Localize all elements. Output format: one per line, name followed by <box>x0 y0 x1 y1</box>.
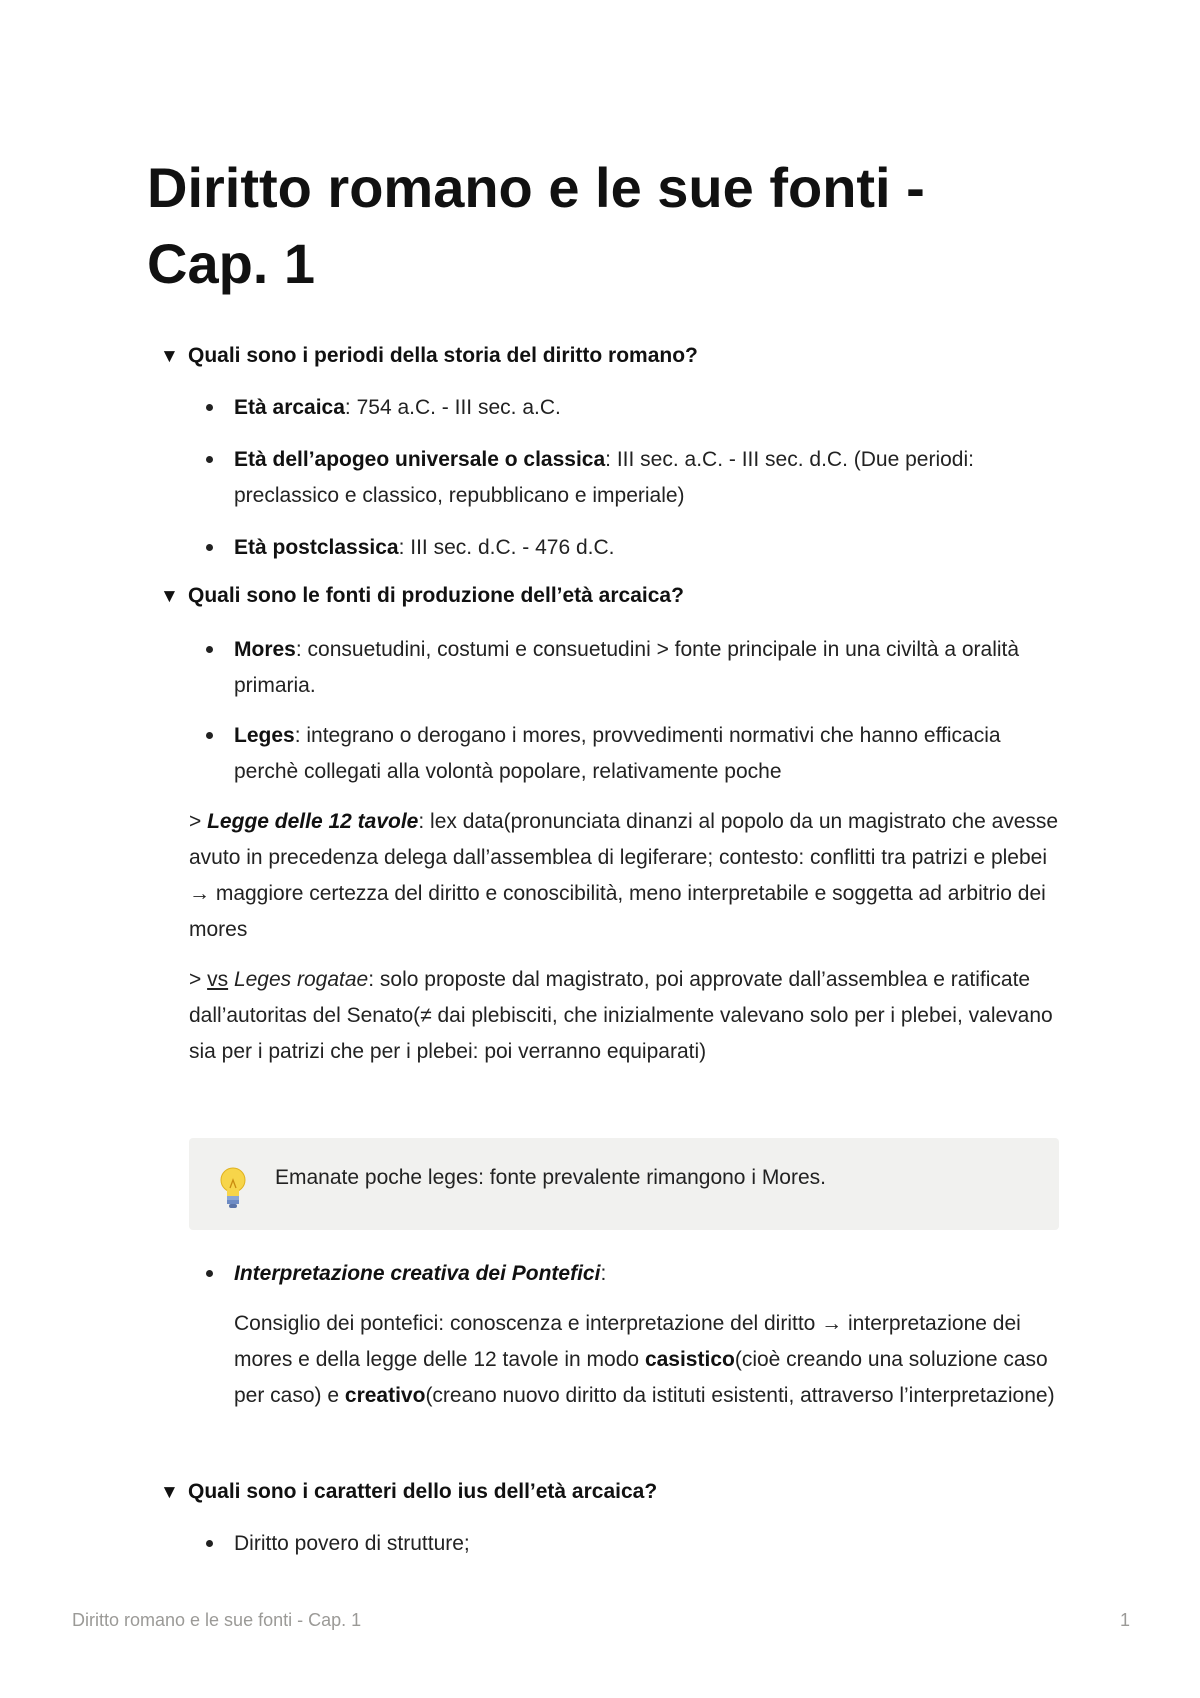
bullet-icon <box>206 646 213 653</box>
bullet-icon <box>206 1540 213 1547</box>
term: Legge delle 12 tavole <box>207 810 419 833</box>
triangle-down-icon[interactable]: ▼ <box>160 586 179 607</box>
paragraph-consiglio-pontefici <box>234 1306 1074 1414</box>
term: Interpretazione creativa dei Pontefici <box>234 1262 601 1285</box>
page-title-line2: Cap. 1 <box>147 232 316 295</box>
term: Età dell’apogeo universale o classica <box>234 448 606 471</box>
vs-label: vs <box>207 968 229 991</box>
list-item <box>206 632 1066 704</box>
term: Mores <box>234 638 296 661</box>
term: Leges <box>234 724 295 747</box>
callout <box>189 1138 1059 1230</box>
description: Diritto povero di strutture; <box>234 1532 470 1555</box>
bullet-icon <box>206 456 213 463</box>
footer-title: Diritto romano e le sue fonti - Cap. 1 <box>72 1610 362 1630</box>
paragraph-legge-12-tavole <box>189 804 1069 948</box>
triangle-down-icon[interactable]: ▼ <box>160 346 179 367</box>
bullet-icon <box>206 404 213 411</box>
description: : integrano o derogano i mores, provvedimenti normativi che hanno efficacia perchè collegati alla volontà popolare, relativamente poche <box>234 724 1001 783</box>
toggle-fonti[interactable] <box>160 580 684 613</box>
bullet-icon <box>206 1270 213 1277</box>
list-item <box>206 1526 1066 1562</box>
prefix: > <box>189 968 208 991</box>
paragraph-leges-rogatae <box>189 962 1069 1070</box>
term: Leges rogatae <box>233 968 369 991</box>
toggle-label: Quali sono le fonti di produzione dell’età arcaica? <box>188 584 684 607</box>
term: Età arcaica <box>234 396 345 419</box>
list-item <box>206 718 1066 790</box>
callout-text: Emanate poche leges: fonte prevalente rimangono i Mores. <box>275 1166 826 1189</box>
toggle-label: Quali sono i periodi della storia del diritto romano? <box>188 344 698 367</box>
prefix: > <box>189 810 208 833</box>
description: : lex data(pronunciata dinanzi al popolo da un magistrato che avesse avuto in precedenza delega dall’assemblea di legiferare; contesto: conflitti tra patrizi e plebei → maggiore certezza del diritto e conoscibilità, meno interpretabile e soggetta ad arbitrio dei mores <box>189 810 1059 941</box>
list-item <box>206 530 1066 566</box>
description: : 754 a.C. - III sec. a.C. <box>344 396 561 419</box>
toggle-periodi[interactable] <box>160 340 698 373</box>
triangle-down-icon[interactable]: ▼ <box>160 1482 179 1503</box>
page-title-line1: Diritto romano e le sue fonti - <box>147 156 925 219</box>
toggle-label: Quali sono i caratteri dello ius dell’età arcaica? <box>188 1480 658 1503</box>
lightbulb-icon <box>219 1166 247 1210</box>
description: : consuetudini, costumi e consuetudini > fonte principale in una civiltà a oralità primaria. <box>234 638 1020 697</box>
description: : solo proposte dal magistrato, poi approvate dall’assemblea e ratificate dall’autoritas del Senato(≠ dai plebisciti, che inizialmente valevano solo per i plebei, valevano sia per i patrizi che per i plebei: poi verranno equiparati) <box>189 968 1053 1063</box>
text: Consiglio dei pontefici: conoscenza e interpretazione del diritto → interpretazione dei mores e della legge delle 12 tavole in modo <box>234 1312 1021 1371</box>
description: : <box>600 1262 607 1285</box>
list-item <box>206 442 1066 514</box>
toggle-caratteri[interactable] <box>160 1476 657 1509</box>
description: : III sec. a.C. - III sec. d.C. (Due periodi: preclassico e classico, repubblicano e imperiale) <box>234 448 974 507</box>
term: creativo <box>344 1384 426 1407</box>
list-item <box>206 1256 1066 1292</box>
bullet-icon <box>206 732 213 739</box>
text: (cioè creando una soluzione caso per caso) e <box>234 1348 1048 1407</box>
term: Età postclassica <box>234 536 399 559</box>
bullet-icon <box>206 544 213 551</box>
list-item <box>206 390 1066 426</box>
page-title <box>147 150 1047 302</box>
page-number: 1 <box>1120 1610 1131 1630</box>
term: casistico <box>644 1348 735 1371</box>
description: : III sec. d.C. - 476 d.C. <box>398 536 615 559</box>
text: (creano nuovo diritto da istituti esistenti, attraverso l’interpretazione) <box>425 1384 1055 1407</box>
